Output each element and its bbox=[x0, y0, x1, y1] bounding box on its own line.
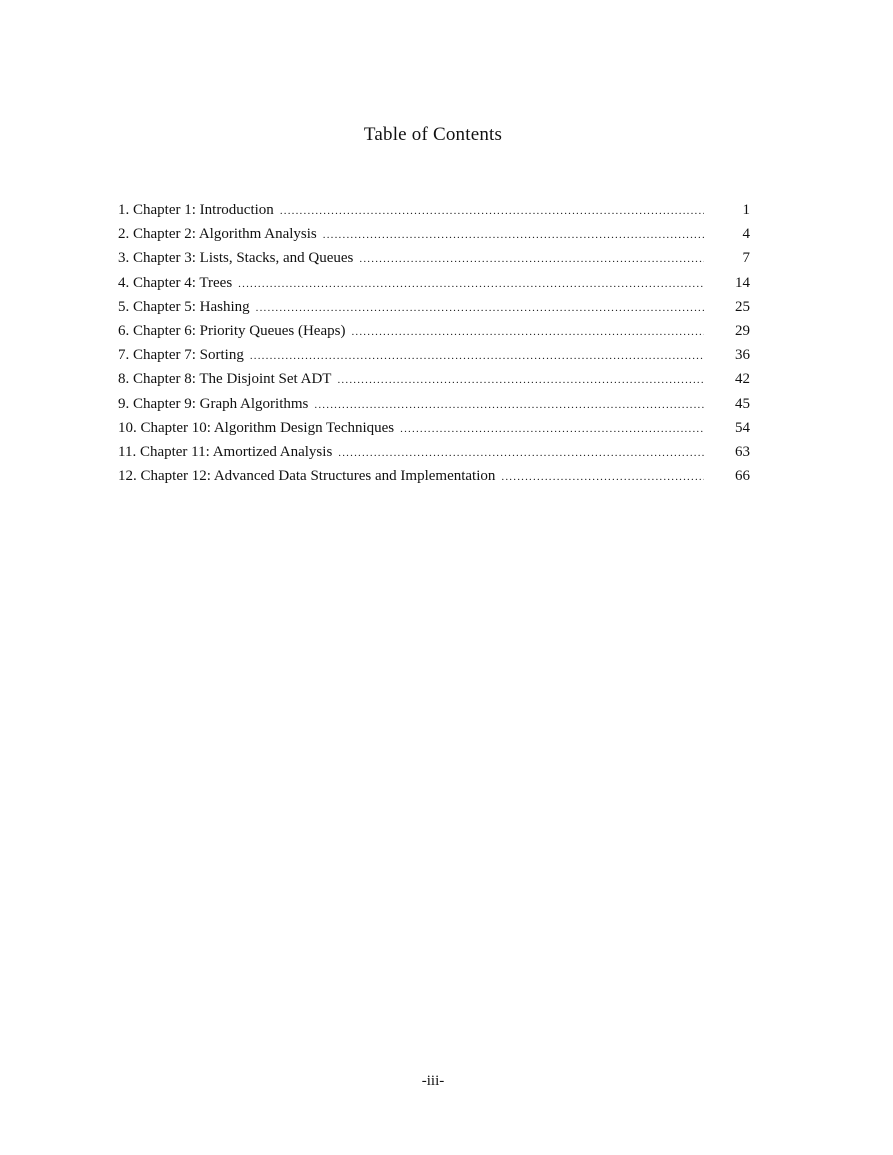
toc-entry[interactable] bbox=[118, 226, 750, 250]
toc-entry-label: 8. Chapter 8: The Disjoint Set ADT bbox=[118, 371, 332, 388]
toc-entry-page: 7 bbox=[742, 250, 750, 267]
toc-entry-label: 2. Chapter 2: Algorithm Analysis bbox=[118, 226, 317, 243]
toc-entry-label: 1. Chapter 1: Introduction bbox=[118, 202, 274, 218]
dot-leader bbox=[338, 447, 704, 459]
toc-entry[interactable] bbox=[118, 371, 750, 395]
dot-leader bbox=[501, 471, 704, 483]
toc-entry-page: 45 bbox=[735, 395, 750, 412]
toc-entry-page: 14 bbox=[735, 274, 750, 291]
toc-entry-page: 4 bbox=[742, 226, 750, 243]
toc-entry[interactable] bbox=[118, 250, 750, 274]
toc-entry-label: 9. Chapter 9: Graph Algorithms bbox=[118, 395, 309, 412]
toc-entry-label: 4. Chapter 4: Trees bbox=[118, 274, 233, 291]
dot-leader bbox=[256, 302, 704, 314]
toc-entry[interactable] bbox=[118, 202, 750, 226]
toc-entry-page: 25 bbox=[735, 298, 750, 315]
dot-leader bbox=[280, 205, 704, 217]
toc-entry[interactable] bbox=[118, 299, 750, 323]
toc-entry-label: 12. Chapter 12: Advanced Data Structures and Implementation bbox=[118, 468, 496, 485]
dot-leader bbox=[359, 253, 704, 265]
table-of-contents bbox=[118, 202, 750, 492]
dot-leader bbox=[238, 278, 704, 290]
toc-entry-label: 3. Chapter 3: Lists, Stacks, and Queues bbox=[118, 250, 354, 267]
toc-entry-page: 63 bbox=[735, 443, 750, 460]
dot-leader bbox=[250, 350, 704, 362]
toc-entry-page: 29 bbox=[735, 322, 750, 339]
dot-leader bbox=[351, 326, 704, 338]
toc-entry[interactable] bbox=[118, 396, 750, 420]
toc-entry[interactable] bbox=[118, 347, 750, 371]
toc-entry[interactable] bbox=[118, 420, 750, 444]
page-title: Table of Contents bbox=[363, 124, 503, 145]
toc-entry-page: 42 bbox=[735, 371, 750, 388]
toc-entry-label: 7. Chapter 7: Sorting bbox=[118, 347, 244, 364]
toc-entry-label: 10. Chapter 10: Algorithm Design Techniques bbox=[118, 419, 395, 436]
page-number: -iii- bbox=[421, 1073, 445, 1089]
toc-entry[interactable] bbox=[118, 323, 750, 347]
toc-entry-label: 5. Chapter 5: Hashing bbox=[118, 298, 250, 315]
dot-leader bbox=[314, 399, 704, 411]
dot-leader bbox=[323, 229, 704, 241]
toc-entry[interactable] bbox=[118, 275, 750, 299]
toc-entry-page: 36 bbox=[735, 347, 750, 364]
toc-entry-page: 66 bbox=[735, 468, 750, 485]
toc-entry-label: 11. Chapter 11: Amortized Analysis bbox=[118, 443, 333, 460]
dot-leader bbox=[337, 374, 704, 386]
dot-leader bbox=[400, 423, 704, 435]
toc-entry-page: 54 bbox=[735, 419, 750, 436]
toc-entry[interactable] bbox=[118, 444, 750, 468]
toc-entry[interactable] bbox=[118, 468, 750, 492]
toc-entry-page: 1 bbox=[742, 202, 750, 218]
toc-entry-label: 6. Chapter 6: Priority Queues (Heaps) bbox=[118, 322, 346, 339]
